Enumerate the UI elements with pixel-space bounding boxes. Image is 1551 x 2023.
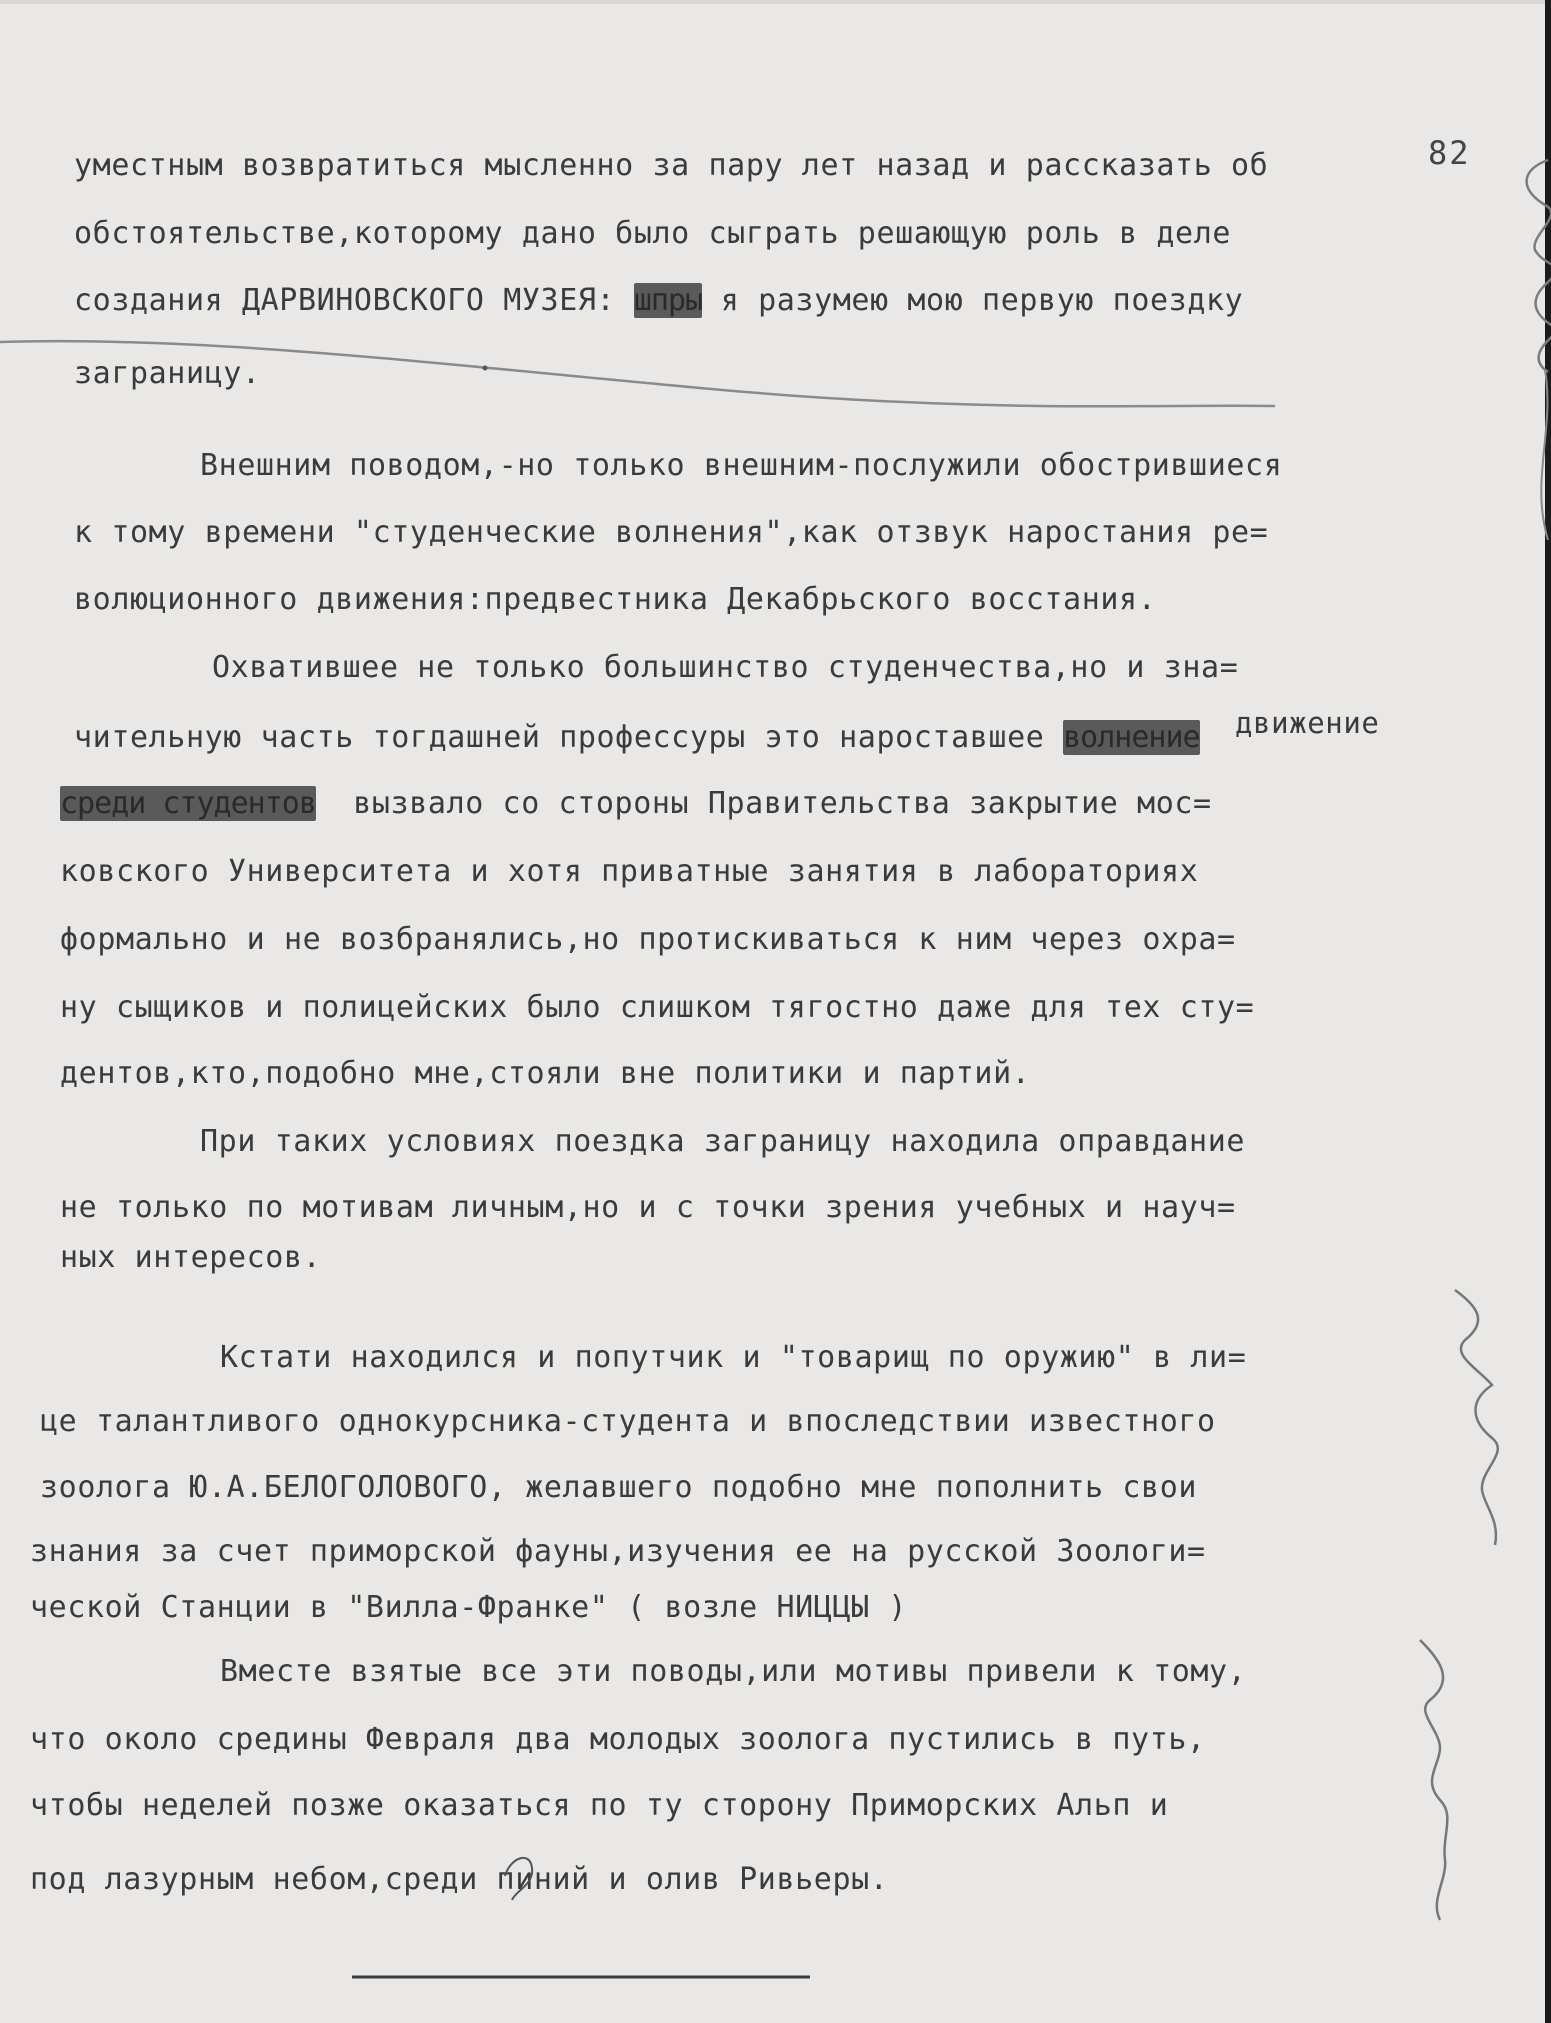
pencil-line <box>1541 370 1548 540</box>
text-line: заграницу. <box>74 356 261 391</box>
text-line: зоолога Ю.А.БЕЛОГОЛОВОГО, желавшего подобно мне пополнить свои <box>40 1470 1198 1505</box>
text-line: не только по мотивам личным,но и с точки зрения учебных и науч= <box>60 1190 1236 1225</box>
pencil-dot <box>483 366 488 371</box>
handwritten-insertion: движение <box>1235 706 1380 740</box>
text-line: ных интересов. <box>60 1240 322 1275</box>
text-line: ковского Университета и хотя приватные занятия в лабораториях <box>60 854 1199 889</box>
text-line: Кстати находился и попутчик и "товарищ по оружию" в ли= <box>220 1340 1247 1375</box>
text-line: формально и не возбранялись,но протискиваться к ним через охра= <box>60 922 1236 957</box>
text-fragment: создания ДАРВИНОВСКОГО МУЗЕЯ: <box>74 283 616 318</box>
text-line: к тому времени "студенческие волнения",как отзвук наростания ре= <box>74 515 1269 550</box>
struck-phrase: среди студентов <box>60 786 316 821</box>
pencil-underline <box>0 341 1275 406</box>
text-line: чтобы неделей позже оказаться по ту сторону Приморских Альп и <box>30 1788 1169 1823</box>
text-fragment: я разумею мою первую поездку <box>720 283 1244 318</box>
text-line: волюционного движения:предвестника Декабрьского восстания. <box>74 582 1157 617</box>
text-line: ческой Станции в "Вилла-Франке" ( возле НИЦЦЫ ) <box>30 1590 908 1625</box>
text-line: знания за счет приморской фауны,изучения ее на русской Зоологи= <box>30 1534 1206 1569</box>
text-line: Внешним поводом,-но только внешним-послужили обострившиеся <box>200 448 1283 483</box>
text-line: Охватившее не только большинство студенчества,но и зна= <box>212 650 1239 685</box>
struck-word: волнение <box>1063 720 1200 755</box>
text-line: обстоятельстве,которому дано было сыграть решающую роль в деле <box>74 216 1232 251</box>
struck-word: шпры <box>633 283 703 318</box>
text-line: При таких условиях поездка заграницу находила оправдание <box>200 1124 1246 1159</box>
pencil-squiggle <box>1527 160 1551 372</box>
page-number: 82 <box>1428 134 1471 172</box>
pencil-squiggle <box>1420 1640 1447 1920</box>
text-line: что около средины Февраля два молодых зоолога пустились в путь, <box>30 1722 1206 1757</box>
text-fragment: чительную часть тогдашней профессуры это нароставшее <box>74 720 1045 755</box>
text-line: под лазурным небом,среди пиний и олив Ривьеры. <box>30 1862 889 1897</box>
pencil-squiggle <box>1455 1290 1498 1545</box>
text-line: дентов,кто,подобно мне,стояли вне политики и партий. <box>60 1056 1031 1091</box>
text-line: це талантливого однокурсника-студента и впоследствии известного <box>40 1404 1216 1439</box>
text-line: умеcтным возвратиться мысленно за пару лет назад и рассказать об <box>74 148 1269 183</box>
pencil-mark <box>505 1858 532 1900</box>
text-line: ну сыщиков и полицейских было слишком тягостно даже для тех сту= <box>60 990 1255 1025</box>
text-fragment: вызвало со стороны Правительства закрытие мос= <box>353 786 1212 821</box>
text-line: Вместе взятые все эти поводы,или мотивы привели к тому, <box>220 1654 1247 1689</box>
